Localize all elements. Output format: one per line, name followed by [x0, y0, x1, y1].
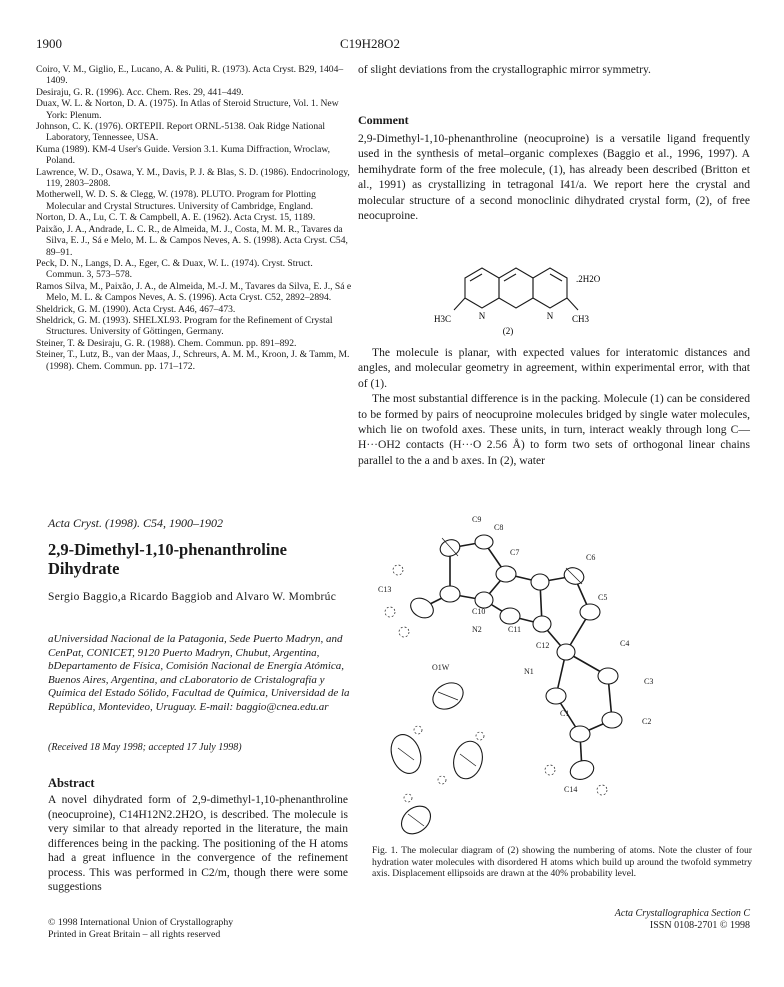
atom-label-n2: N2 — [472, 625, 482, 634]
issn-line: ISSN 0108-2701 © 1998 — [649, 920, 750, 931]
journal-citation: Acta Cryst. (1998). C54, 1900–1902 — [48, 516, 223, 530]
copyright-line: © 1998 International Union of Crystallography — [48, 917, 234, 928]
atom-label-c4: C4 — [620, 639, 630, 648]
reference-item: Ramos Silva, M., Paixão, J. A., de Almeida, M.-J. M., Tavares da Silva, E. J., Sá e Melo, M. L. & Campos Neves, A. S. (1996). Acta Cryst. C52, 2892–2894. — [36, 280, 352, 304]
reference-item: Motherwell, W. D. S. & Clegg, W. (1978). PLUTO. Program for Plotting Molecular and Crystal Structures. University of Cambridge, England. — [36, 189, 316, 212]
scheme-hydrate: .2H2O — [576, 274, 601, 284]
running-head: C19H28O2 — [340, 36, 400, 51]
atom-label-c7: C7 — [510, 548, 520, 557]
reference-item: Paixão, J. A., Andrade, L. C. R., de Almeida, M. J., Costa, M. M. R., Tavares da Silva, E. J., Sá e Melo, M. L. & Campos Neves, A. S. (1998). Acta Cryst. C54, 89–91. — [36, 223, 348, 258]
journal-footer — [510, 908, 750, 932]
journal-section: Acta Crystallographica Section C — [614, 908, 750, 919]
reference-item: Duax, W. L. & Norton, D. A. (1975). In Atlas of Steroid Structure, Vol. 1. New York: Plenum. — [36, 98, 339, 121]
reference-item: Coiro, V. M., Giglio, E., Lucano, A. & Puliti, R. (1973). Acta Cryst. B29, 1404–1409. — [36, 64, 344, 87]
comment-paragraph-3: The most substantial difference is in the packing. Molecule (1) can be considered to be formed by pairs of neocuproine molecules bridged by single water molecules, which lie on twofold axes. These units, in turn, interact weakly through long C—H···OH2 contacts (H···O 2.56 Å) to form two sets of orthogonal linear chains parallel to the a and b axes. In (2), water — [358, 392, 750, 467]
atom-label-c10: C10 — [472, 607, 486, 616]
scheme-methyl-right: CH3 — [572, 314, 590, 324]
comment-paragraph — [358, 345, 750, 468]
abstract-body: A novel dihydrated form of 2,9-dimethyl-1,10-phenanthroline (neocuproine), C14H12N2.2H2O, is described. The molecule is very similar to that already reported in the literature, the main differences being in the packing. The positioning of the H atoms had a great influence in the convergence of the refinement process. This was performed in C2/m, though there were some suggestions — [48, 794, 348, 893]
comment-paragraph-2: The molecule is planar, with expected values for interatomic distances and angles, and molecular geometry in agreement, within experimental error, with that of (1). — [358, 346, 750, 390]
ortep-diagram — [368, 508, 688, 838]
reference-item: Lawrence, W. D., Osawa, Y. M., Davis, P. J. & Blas, S. D. (1986). Endocrinology, 119, 2803–2808. — [36, 166, 350, 190]
atom-label-c5: C5 — [598, 593, 608, 602]
reference-list — [36, 64, 352, 372]
atom-label-c9: C9 — [472, 515, 482, 524]
article-title: 2,9-Dimethyl-1,10-phenanthroline Dihydrate — [48, 540, 287, 578]
abstract-heading: Abstract — [48, 776, 95, 790]
comment-paragraph: 2,9-Dimethyl-1,10-phenanthroline (neocuproine) is a versatile ligand frequently used in the synthesis of metal–organic complexes (Baggio et al., 1996, 1997). A hemihydrate form of the free molecule, (1), has already been described (Britton et al., 1991) as crystallizing in tetragonal I41/a. We report here the crystal and molecular structure of a second monoclinic dihydrated crystal form, (2), of free neocuproine. — [358, 132, 750, 223]
reference-item: Sheldrick, G. M. (1993). SHELXL93. Program for the Refinement of Crystal Structures. University of Göttingen, Germany. — [36, 314, 333, 338]
reference-item: Sheldrick, G. M. (1990). Acta Cryst. A46, 467–473. — [36, 303, 236, 315]
reference-item: Steiner, T., Lutz, B., van der Maas, J., Schreurs, A. M. M., Kroon, J. & Tamm, M. (1998). Chem. Commun. pp. 171–172. — [36, 349, 350, 372]
printed-line: Printed in Great Britain – all rights reserved — [48, 929, 221, 940]
reference-item: Steiner, T. & Desiraju, G. R. (1988). Chem. Commun. pp. 891–892. — [36, 337, 297, 349]
reference-item: Johnson, C. K. (1976). ORTEPII. Report ORNL-5138. Oak Ridge National Laboratory, Tennessee, USA. — [36, 121, 326, 144]
copyright-notice — [48, 917, 233, 941]
atom-label-n1: N1 — [524, 667, 534, 676]
atom-label-o1w: O1W — [432, 663, 450, 672]
atom-label-c14: C14 — [564, 785, 578, 794]
reference-item: Desiraju, G. R. (1996). Acc. Chem. Res. 29, 441–449. — [36, 86, 244, 98]
figure-caption: Fig. 1. The molecular diagram of (2) showing the numbering of atoms. Note the cluster of four hydration water molecules with disordered H atoms which build up around the twofold symmetry axis. Displacement ellipsoids are drawn at the 40% probability level. — [372, 845, 752, 880]
chemical-scheme — [410, 248, 630, 338]
comment-heading: Comment — [358, 113, 409, 127]
affiliations: aUniversidad Nacional de la Patagonia, Sede Puerto Madryn, and CenPat, CONICET, 9120 Puerto Madryn, Chubut, Argentina, bDepartamento de Física, Comisión Nacional de Energía Atómica, Buenos Aires, Argentina, and cLaboratorio de Cristalografía y Química del Estado Sólido, Facultad de Química, Universidad de la República, Montevideo, Uruguay. E-mail: baggio@cnea.edu.ar — [48, 633, 350, 713]
atom-label-c13: C13 — [378, 585, 392, 594]
atom-label-c8: C8 — [494, 523, 504, 532]
author-list: Sergio Baggio,a Ricardo Baggiob and Alvaro W. Mombrúc — [48, 591, 337, 603]
reference-item: Norton, D. A., Lu, C. T. & Campbell, A. E. (1962). Acta Cryst. 15, 1189. — [36, 212, 316, 224]
scheme-compound-label: (2) — [502, 326, 514, 336]
scheme-methyl-left: H3C — [434, 314, 452, 324]
atom-label-c6: C6 — [586, 553, 596, 562]
atom-label-c3: C3 — [644, 677, 654, 686]
reference-item: Kuma (1989). KM-4 User's Guide. Version 3.1. Kuma Diffraction, Wroclaw, Poland. — [36, 143, 331, 167]
scheme-n-left: N — [478, 311, 486, 321]
atom-label-c1: C1 — [560, 709, 570, 718]
continued-text: of slight deviations from the crystallographic mirror symmetry. — [358, 63, 651, 76]
atom-label-c11: C11 — [508, 625, 522, 634]
scheme-n-right: N — [546, 311, 554, 321]
atom-label-c2: C2 — [642, 717, 652, 726]
received-date: (Received 18 May 1998; accepted 17 July 1998) — [48, 742, 242, 753]
reference-item: Peck, D. N., Langs, D. A., Eger, C. & Duax, W. L. (1974). Cryst. Struct. Commun. 3, 573–578. — [36, 257, 313, 281]
page-number: 1900 — [36, 36, 62, 51]
atom-label-c12: C12 — [536, 641, 550, 650]
